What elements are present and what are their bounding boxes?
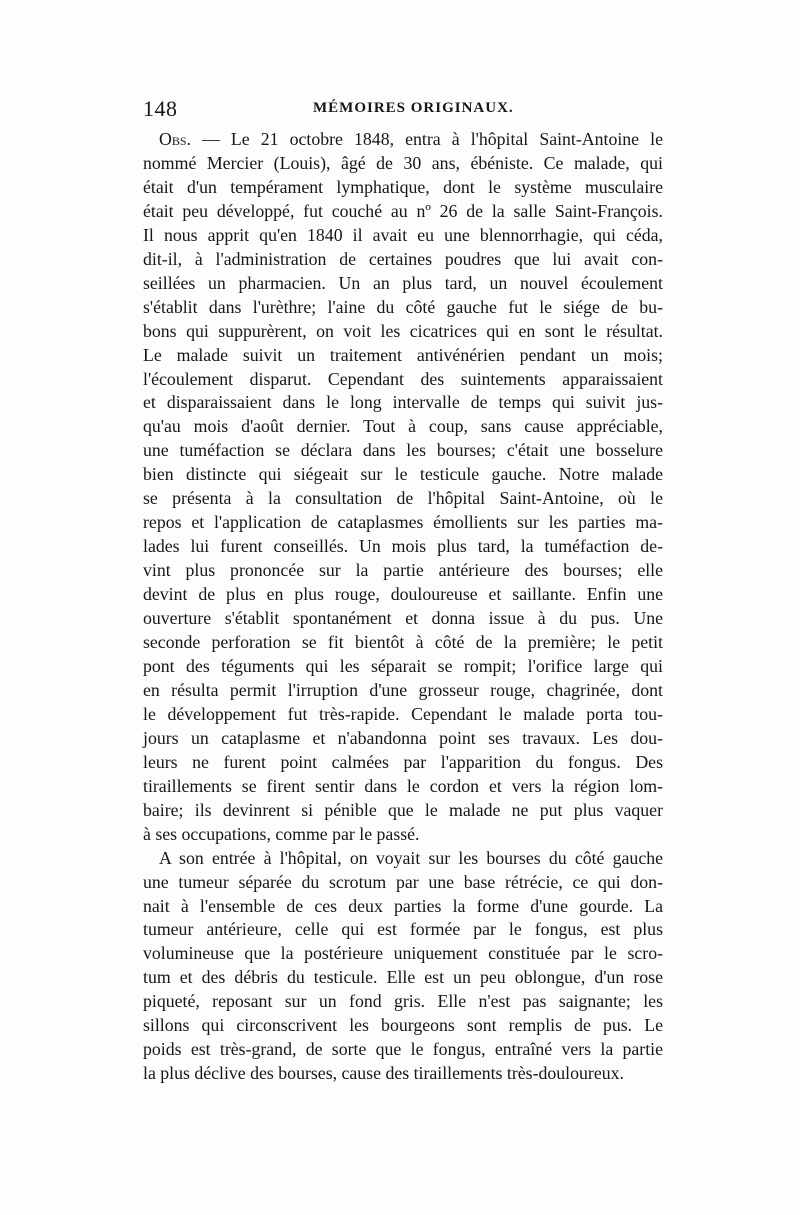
text-line bbox=[143, 128, 663, 152]
page-number: 148 bbox=[143, 96, 178, 121]
text-line: nait à l'ensemble de ces deux parties la forme d'une gourde. La bbox=[143, 895, 663, 916]
text-line: devint de plus en plus rouge, douloureuse et saillante. Enfin une bbox=[143, 584, 663, 605]
text-line: le développement fut très-rapide. Cependant le malade porta tou- bbox=[143, 703, 663, 724]
text-line: bons qui suppurèrent, on voit les cicatrices qui en sont le résultat. bbox=[143, 320, 663, 341]
text-line: nommé Mercier (Louis), âgé de 30 ans, ébéniste. Ce malade, qui bbox=[143, 152, 663, 173]
text-line: volumineuse que la postérieure uniquement constituée par le scro- bbox=[143, 943, 663, 964]
text-line: A son entrée à l'hôpital, on voyait sur les bourses du côté gauche bbox=[159, 847, 663, 868]
text-line: et disparaissaient dans le long intervalle de temps qui suivit jus- bbox=[143, 392, 663, 413]
line-text: — Le 21 octobre 1848, entra à l'hôpital Saint-Antoine le bbox=[190, 129, 663, 149]
observation-label: Obs. bbox=[159, 129, 191, 149]
page-header bbox=[143, 96, 663, 126]
text-line: une tuméfaction se déclara dans les bourses; c'était une bosselure bbox=[143, 440, 663, 461]
text-line: tiraillements se firent sentir dans le cordon et vers la région lom- bbox=[143, 775, 663, 796]
running-title: MÉMOIRES ORIGINAUX. bbox=[313, 100, 514, 116]
body-text bbox=[143, 128, 663, 1086]
text-line: qu'au mois d'août dernier. Tout à coup, sans cause appréciable, bbox=[143, 416, 663, 437]
text-line: pont des téguments qui les séparait se rompit; l'orifice large qui bbox=[143, 655, 663, 676]
text-line: sillons qui circonscrivent les bourgeons sont remplis de pus. Le bbox=[143, 1015, 663, 1036]
text-line: se présenta à la consultation de l'hôpital Saint-Antoine, où le bbox=[143, 488, 663, 509]
text-line: était d'un tempérament lymphatique, dont le système musculaire bbox=[143, 176, 663, 197]
text-line: Il nous apprit qu'en 1840 il avait eu une blennorrhagie, qui céda, bbox=[143, 224, 663, 245]
text-line: piqueté, reposant sur un fond gris. Elle n'est pas saignante; les bbox=[143, 991, 663, 1012]
text-line: bien distincte qui siégeait sur le testicule gauche. Notre malade bbox=[143, 464, 663, 485]
text-line: à ses occupations, comme par le passé. bbox=[143, 823, 420, 844]
text-line: s'établit dans l'urèthre; l'aine du côté gauche fut le siége de bu- bbox=[143, 296, 663, 317]
paragraph-observation bbox=[143, 128, 663, 847]
text-line: une tumeur séparée du scrotum par une base rétrécie, ce qui don- bbox=[143, 871, 663, 892]
text-line: tumeur antérieure, celle qui est formée par le fongus, est plus bbox=[143, 919, 663, 940]
text-line: était peu développé, fut couché au nº 26 de la salle Saint-François. bbox=[143, 200, 663, 221]
text-line: tum et des débris du testicule. Elle est un peu oblongue, d'un rose bbox=[143, 967, 663, 988]
text-line: seillées un pharmacien. Un an plus tard, un nouvel écoulement bbox=[143, 272, 663, 293]
text-line: dit-il, à l'administration de certaines poudres que lui avait con- bbox=[143, 248, 663, 269]
text-line: leurs ne furent point calmées par l'apparition du fongus. Des bbox=[143, 751, 663, 772]
text-line: repos et l'application de cataplasmes émollients sur les parties ma- bbox=[143, 512, 663, 533]
text-line: la plus déclive des bourses, cause des tiraillements très-douloureux. bbox=[143, 1063, 624, 1084]
text-line: vint plus prononcée sur la partie antérieure des bourses; elle bbox=[143, 560, 663, 581]
text-line: baire; ils devinrent si pénible que le malade ne put plus vaquer bbox=[143, 799, 663, 820]
text-line: jours un cataplasme et n'abandonna point ses travaux. Les dou- bbox=[143, 727, 663, 748]
text-line: poids est très-grand, de sorte que le fongus, entraîné vers la partie bbox=[143, 1039, 663, 1060]
text-line: en résulta permit l'irruption d'une grosseur rouge, chagrinée, dont bbox=[143, 679, 663, 700]
text-line: ouverture s'établit spontanément et donna issue à du pus. Une bbox=[143, 608, 663, 629]
text-line: lades lui furent conseillés. Un mois plus tard, la tuméfaction de- bbox=[143, 536, 663, 557]
text-line: Le malade suivit un traitement antivénérien pendant un mois; bbox=[143, 344, 663, 365]
text-line: l'écoulement disparut. Cependant des suintements apparaissaient bbox=[143, 368, 663, 389]
paragraph-hospital-entry bbox=[143, 847, 663, 1087]
text-line: seconde perforation se fit bientôt à côté de la première; le petit bbox=[143, 632, 663, 653]
